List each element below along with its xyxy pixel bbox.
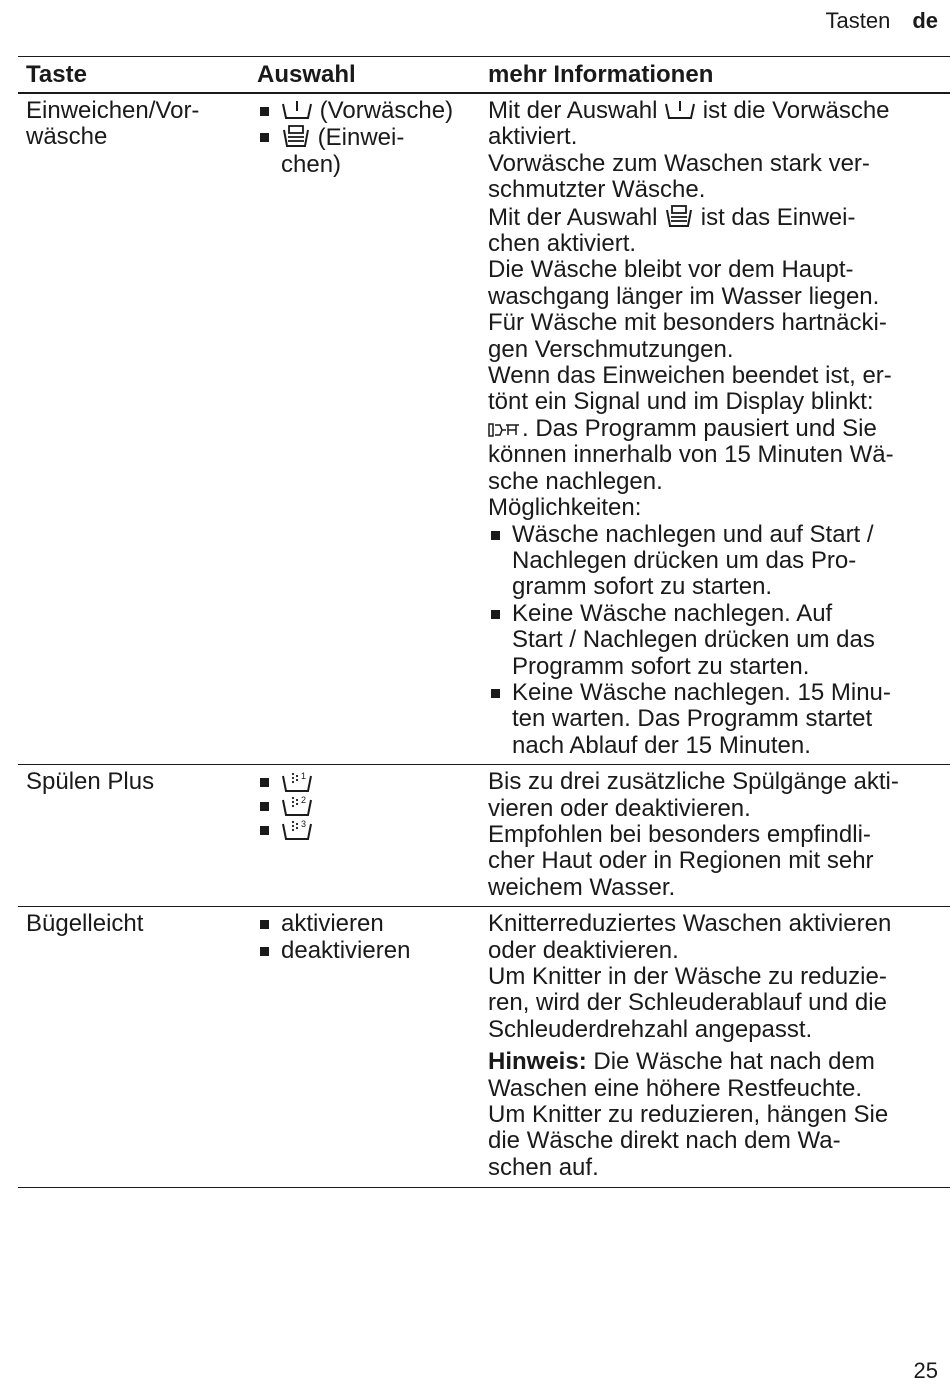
bullet-icon: [260, 920, 269, 929]
list-item: [257, 124, 480, 178]
header-rule: [18, 56, 950, 57]
info-text: [480, 765, 950, 906]
list-item: [257, 98, 480, 124]
display-soak-symbol-icon: [488, 421, 522, 439]
info-paragraph: Mit der Auswahl ist die Vorwäsche aktiviert.: [488, 97, 890, 151]
rinse-plus-3-icon: [281, 817, 313, 841]
info-paragraph: Die Wäsche bleibt vor dem Haupt- waschgang länger im Wasser liegen.: [488, 256, 880, 310]
list-item: [257, 817, 480, 841]
column-header-info: mehr Informationen: [488, 61, 714, 88]
bullet-icon: [260, 778, 269, 787]
column-header-taste: Taste: [26, 61, 87, 88]
list-item: [257, 793, 480, 817]
info-paragraph: Mit der Auswahl ist das Einwei- chen aktiviert.: [488, 203, 856, 258]
prewash-icon: [281, 99, 313, 121]
info-paragraph: Für Wäsche mit besonders hartnäcki- gen Verschmutzungen.: [488, 309, 887, 363]
language-code: de: [912, 8, 938, 33]
svg-text:3: 3: [301, 819, 307, 830]
button-name: Spülen Plus: [26, 768, 155, 796]
rinse-plus-2-icon: [281, 793, 313, 817]
info-paragraph: Wenn das Einweichen beendet ist, er- tönt ein Signal und im Display blinkt:: [488, 362, 892, 416]
info-paragraph: . Das Programm pausiert und Sie können innerhalb von 15 Minuten Wä- sche nachlegen.: [488, 414, 894, 495]
list-item: [257, 911, 480, 937]
prewash-icon: [664, 99, 696, 121]
running-header: [825, 8, 938, 34]
note-paragraph: Hinweis: Die Wäsche hat nach dem Waschen eine höhere Restfeuchte.: [488, 1048, 875, 1102]
page-number: 25: [913, 1358, 938, 1383]
info-paragraph: Um Knitter zu reduzieren, hängen Sie die Wäsche direkt nach dem Wa- schen auf.: [488, 1101, 889, 1181]
svg-text:1: 1: [301, 771, 307, 782]
info-paragraph: Bis zu drei zusätzliche Spülgänge akti- vieren oder deaktivieren.: [488, 768, 899, 822]
info-paragraph: Um Knitter in der Wäsche zu reduzie- ren, wird der Schleuderablauf und die Schleuderdrehzahl angepasst.: [488, 963, 887, 1043]
options-list: [249, 765, 480, 906]
list-item: Wäsche nachlegen und auf Start / Nachlegen drücken um das Pro- gramm sofort zu starten.: [488, 522, 944, 601]
options-list: [249, 907, 480, 1187]
rinse-plus-1-icon: [281, 769, 313, 793]
info-paragraph: Empfohlen bei besonders empfindli- cher Haut oder in Regionen mit sehr weichem Wasser.: [488, 820, 874, 901]
bullet-icon: [491, 689, 500, 698]
list-item: [257, 938, 480, 964]
button-name: Bügelleicht: [26, 910, 144, 938]
button-name: Einweichen/Vor- wäsche: [26, 97, 200, 151]
option-label: (Vorwäsche): [319, 97, 454, 124]
soak-icon: [281, 124, 311, 148]
bullet-icon: [260, 107, 269, 116]
list-item: [257, 769, 480, 793]
info-paragraph: Knitterreduziertes Waschen aktivieren oder deaktivieren.: [488, 910, 892, 964]
soak-icon: [664, 204, 694, 228]
table-row: [18, 765, 950, 907]
bullet-icon: [260, 802, 269, 811]
bullet-icon: [260, 133, 269, 142]
options-list: [249, 94, 480, 764]
section-title: Tasten: [825, 8, 891, 33]
info-text: [480, 94, 950, 764]
info-text: [480, 907, 950, 1187]
table-header-row: [18, 58, 950, 94]
column-header-auswahl: Auswahl: [257, 61, 356, 88]
list-item: Keine Wäsche nachlegen. Auf Start / Nachlegen drücken um das Programm sofort zu starten.: [488, 601, 944, 680]
info-paragraph: Möglichkeiten:: [488, 494, 642, 522]
option-label: (Einwei- chen): [281, 124, 405, 178]
info-paragraph: Vorwäsche zum Waschen stark ver- schmutzter Wäsche.: [488, 149, 870, 204]
svg-text:2: 2: [301, 795, 307, 806]
option-label: deaktivieren: [281, 936, 411, 964]
option-label: aktivieren: [281, 910, 384, 938]
table-row: [18, 907, 950, 1188]
note-label: Hinweis:: [488, 1048, 587, 1076]
bullet-icon: [260, 947, 269, 956]
bullet-icon: [260, 826, 269, 835]
list-item: Keine Wäsche nachlegen. 15 Minu- ten warten. Das Programm startet nach Ablauf der 15 Minuten.: [488, 680, 944, 759]
bullet-icon: [491, 610, 500, 619]
bullet-icon: [491, 531, 500, 540]
buttons-table: [18, 58, 950, 1188]
table-row: [18, 94, 950, 765]
